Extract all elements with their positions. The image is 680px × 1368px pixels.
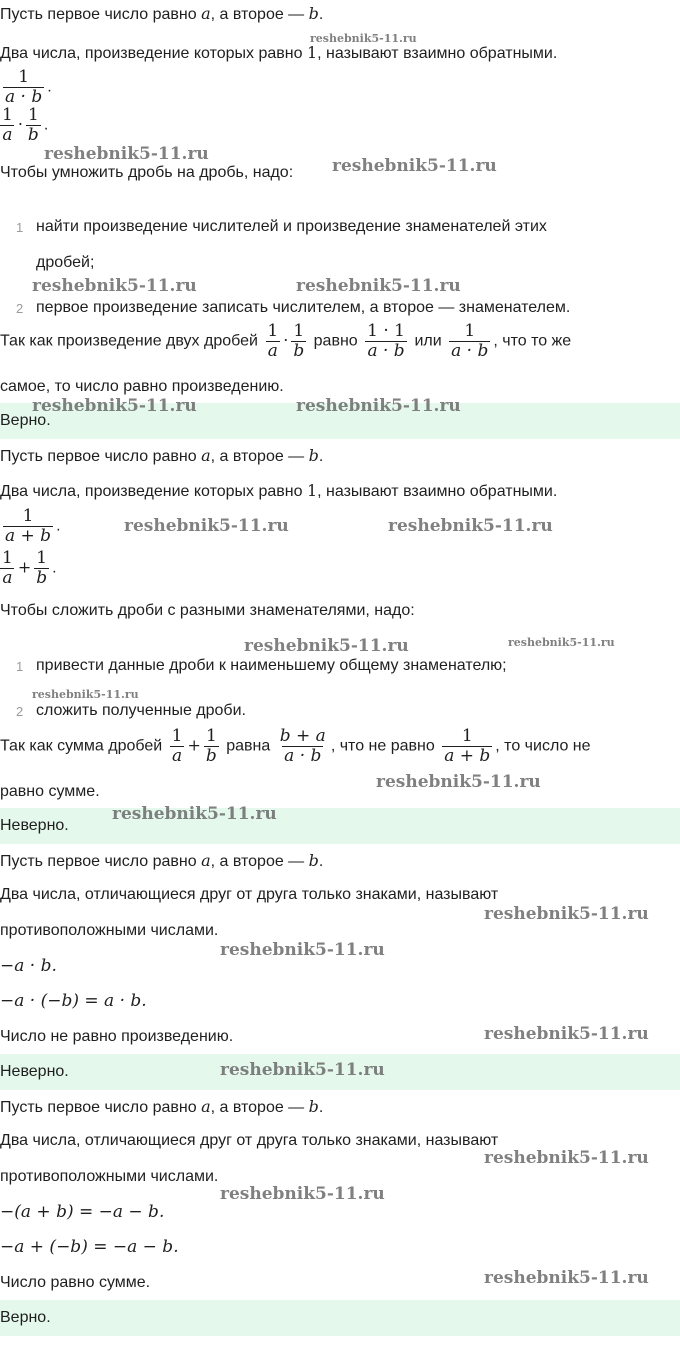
watermark: reshebnik5-11.ru — [508, 636, 615, 649]
watermark: reshebnik5-11.ru — [310, 32, 417, 45]
block4-expression2: −a + (−b) = −a − b. — [0, 1237, 179, 1257]
block1-reciprocal-product: $\frac{1}{a}$ · $\frac{1}{b}$ . — [2, 106, 49, 145]
block2-definition: Два числа, произведение которых равно 1, называют взаимно обратными. — [0, 481, 558, 500]
block2-conclusion-line2: равно сумме. — [0, 783, 100, 800]
block4-definition-line2: противоположными числами. — [0, 1168, 219, 1185]
block3-intro: Пусть первое число равно a, а второе — b. — [0, 851, 324, 870]
block1-step1-marker: 1 — [16, 220, 24, 235]
watermark: reshebnik5-11.ru — [484, 1148, 649, 1168]
block4-expression1: −(a + b) = −a − b. — [0, 1202, 165, 1222]
block1-conclusion-line1: Так как произведение двух дробей $\frac{1}{a}$ · $\frac{1}{b}$ равно $\frac{1 \cdot 1}{a \cdot b}$ или $\frac{1}{a \cdot b}$ , что то же — [0, 321, 572, 361]
block1-conclusion-line2: самое, то число равно произведению. — [0, 378, 284, 395]
watermark: reshebnik5-11.ru — [484, 904, 649, 924]
block1-step1-line1: найти произведение числителей и произведение знаменателей этих — [36, 218, 547, 235]
block3-expression1: −a · b. — [0, 956, 57, 976]
watermark: reshebnik5-11.ru — [484, 1024, 649, 1044]
block1-step1-line2: дробей; — [36, 254, 95, 271]
block2-reciprocal-sum: $\frac{1}{a}$ + $\frac{1}{b}$ . — [2, 549, 57, 588]
watermark: reshebnik5-11.ru — [220, 1184, 385, 1204]
block2-step1-marker: 1 — [16, 659, 24, 674]
block2-intro: Пусть первое число равно a, а второе — b. — [0, 446, 324, 465]
block2-conclusion-line1: Так как сумма дробей $\frac{1}{a}$ + $\frac{1}{b}$ равна $\frac{b + a}{a \cdot b}$ , что не равно $\frac{1}{a + b}$ , то число не — [0, 726, 591, 766]
block2-rule: Чтобы сложить дроби с разными знаменателями, надо: — [0, 602, 415, 619]
block1-intro: Пусть первое число равно a, а второе — b. — [0, 4, 324, 23]
block1-step2-marker: 2 — [16, 301, 24, 316]
block2-step2: сложить полученные дроби. — [36, 702, 246, 719]
block4-verdict: Верно. — [0, 1309, 51, 1326]
block4-verdict-band — [0, 1300, 680, 1336]
block1-rule: Чтобы умножить дробь на дробь, надо: — [0, 164, 294, 181]
watermark: reshebnik5-11.ru — [124, 516, 289, 536]
block4-conclusion: Число равно сумме. — [0, 1274, 151, 1291]
watermark: reshebnik5-11.ru — [32, 396, 197, 416]
watermark: reshebnik5-11.ru — [32, 688, 139, 701]
watermark: reshebnik5-11.ru — [388, 516, 553, 536]
watermark: reshebnik5-11.ru — [244, 636, 409, 656]
block4-definition-line1: Два числа, отличающиеся друг от друга только знаками, называют — [0, 1132, 499, 1149]
watermark: reshebnik5-11.ru — [484, 1268, 649, 1288]
watermark: reshebnik5-11.ru — [296, 276, 461, 296]
block3-conclusion: Число не равно произведению. — [0, 1028, 234, 1045]
watermark: reshebnik5-11.ru — [112, 804, 277, 824]
block3-definition-line1: Два числа, отличающиеся друг от друга только знаками, называют — [0, 886, 499, 903]
watermark: reshebnik5-11.ru — [220, 940, 385, 960]
watermark: reshebnik5-11.ru — [44, 144, 209, 164]
watermark: reshebnik5-11.ru — [296, 396, 461, 416]
block3-verdict: Неверно. — [0, 1063, 69, 1080]
watermark: reshebnik5-11.ru — [376, 772, 541, 792]
block1-step2: первое произведение записать числителем, а второе — знаменателем. — [36, 299, 571, 316]
block4-intro: Пусть первое число равно a, а второе — b. — [0, 1097, 324, 1116]
watermark: reshebnik5-11.ru — [32, 276, 197, 296]
block3-definition-line2: противоположными числами. — [0, 922, 219, 939]
block3-expression2: −a · (−b) = a · b. — [0, 991, 147, 1011]
block1-definition: Два числа, произведение которых равно 1, называют взаимно обратными. — [0, 43, 558, 62]
block1-product-fraction: $\frac{1}{a \cdot b}$ . — [5, 67, 52, 107]
block2-step1: привести данные дроби к наименьшему общему знаменателю; — [36, 657, 507, 674]
block1-verdict: Верно. — [0, 412, 51, 429]
block2-verdict: Неверно. — [0, 817, 69, 834]
watermark: reshebnik5-11.ru — [220, 1060, 385, 1080]
watermark: reshebnik5-11.ru — [332, 156, 497, 176]
block2-verdict-band — [0, 804, 680, 844]
block2-step2-marker: 2 — [16, 704, 24, 719]
block2-sum-fraction: $\frac{1}{a + b}$ . — [5, 506, 61, 546]
